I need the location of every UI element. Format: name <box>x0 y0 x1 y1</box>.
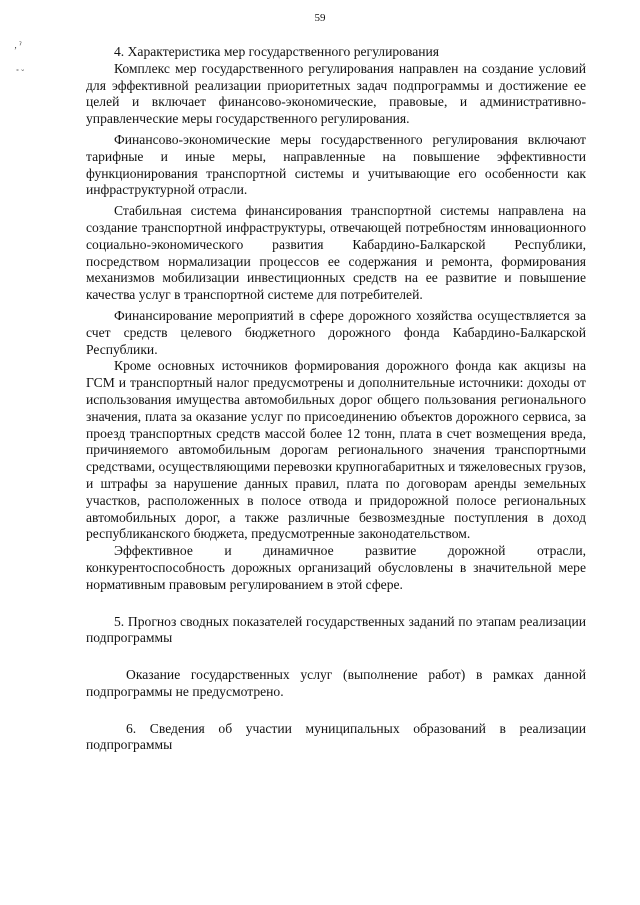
section-4-paragraph-6: Эффективное и динамичное развитие дорожной отрасли, конкурентоспособность дорожных организаций обусловлены в значительной мере нормативным правовым регулированием в этой сфере. <box>86 543 586 592</box>
section-4-paragraph-1: Комплекс мер государственного регулирования направлен на создание условий для эффективной реализации приоритетных задач подпрограммы и достижение ее целей и включает финансово-экономические, правовые, и административно-управленческие меры государственного регулирования. <box>86 60 586 127</box>
section-4-paragraph-4: Финансирование мероприятий в сфере дорожного хозяйства осуществляется за счет средств целевого бюджетного дорожного фонда Кабардино-Балкарской Республики. <box>86 307 586 357</box>
page-number: 59 <box>314 12 326 24</box>
section-4-heading: 4. Характеристика мер государственного регулирования <box>114 44 440 59</box>
section-4-paragraph-5: Кроме основных источников формирования дорожного фонда как акцизы на ГСМ и транспортный налог предусмотрены и дополнительные источники: доходы от использования имущества автомобильных дорог общего пользования регионального значения, плата за оказание услуг по присоединению объектов дорожного сервиса, за проезд транспортных средств массой более 12 тонн, плата в счет возмещения вреда, причиняемого автомобильным дорогам регионального значения транспортными средствами, осуществляющими перевозки крупногабаритных и тяжеловесных грузов, и штрафы за нарушение данных правил, плата по договорам аренды земельных участков, расположенных в полосе отвода и придорожной полосе региональных автомобильных дорог, а также различные безвозмездные поступления в доход республиканского бюджета, предусмотренные законодательством. <box>86 358 586 542</box>
section-5-heading: 5. Прогноз сводных показателей государственных заданий по этапам реализации подпрограммы <box>86 613 586 646</box>
section-4-paragraph-2: Финансово-экономические меры государственного регулирования включают тарифные и иные меры, направленные на повышение эффективности функционирования транспортной системы и учитывающие его особенности как инфраструктурной отрасли. <box>86 131 586 198</box>
section-5-paragraph: Оказание государственных услуг (выполнение работ) в рамках данной подпрограммы не предусмотрено. <box>86 667 586 699</box>
section-4-paragraph-3: Стабильная система финансирования транспортной системы направлена на создание транспортной инфраструктуры, отвечающей потребностям инновационного социально-экономического развития Кабардино-Балкарской Республики, посредством нормализации процессов ее содержания и ремонта, формирования механизмов мобилизации инвестиционных средств на ее развитие и повышение качества услуг в транспортной системе для потребителей. <box>86 203 586 303</box>
scan-artifact: ˚ ˘ <box>16 68 25 78</box>
scan-artifact: ‚ ˀ <box>14 40 22 50</box>
document-body <box>86 44 586 754</box>
section-6-heading: 6. Сведения об участии муниципальных образований в реализации подпрограммы <box>86 720 586 753</box>
